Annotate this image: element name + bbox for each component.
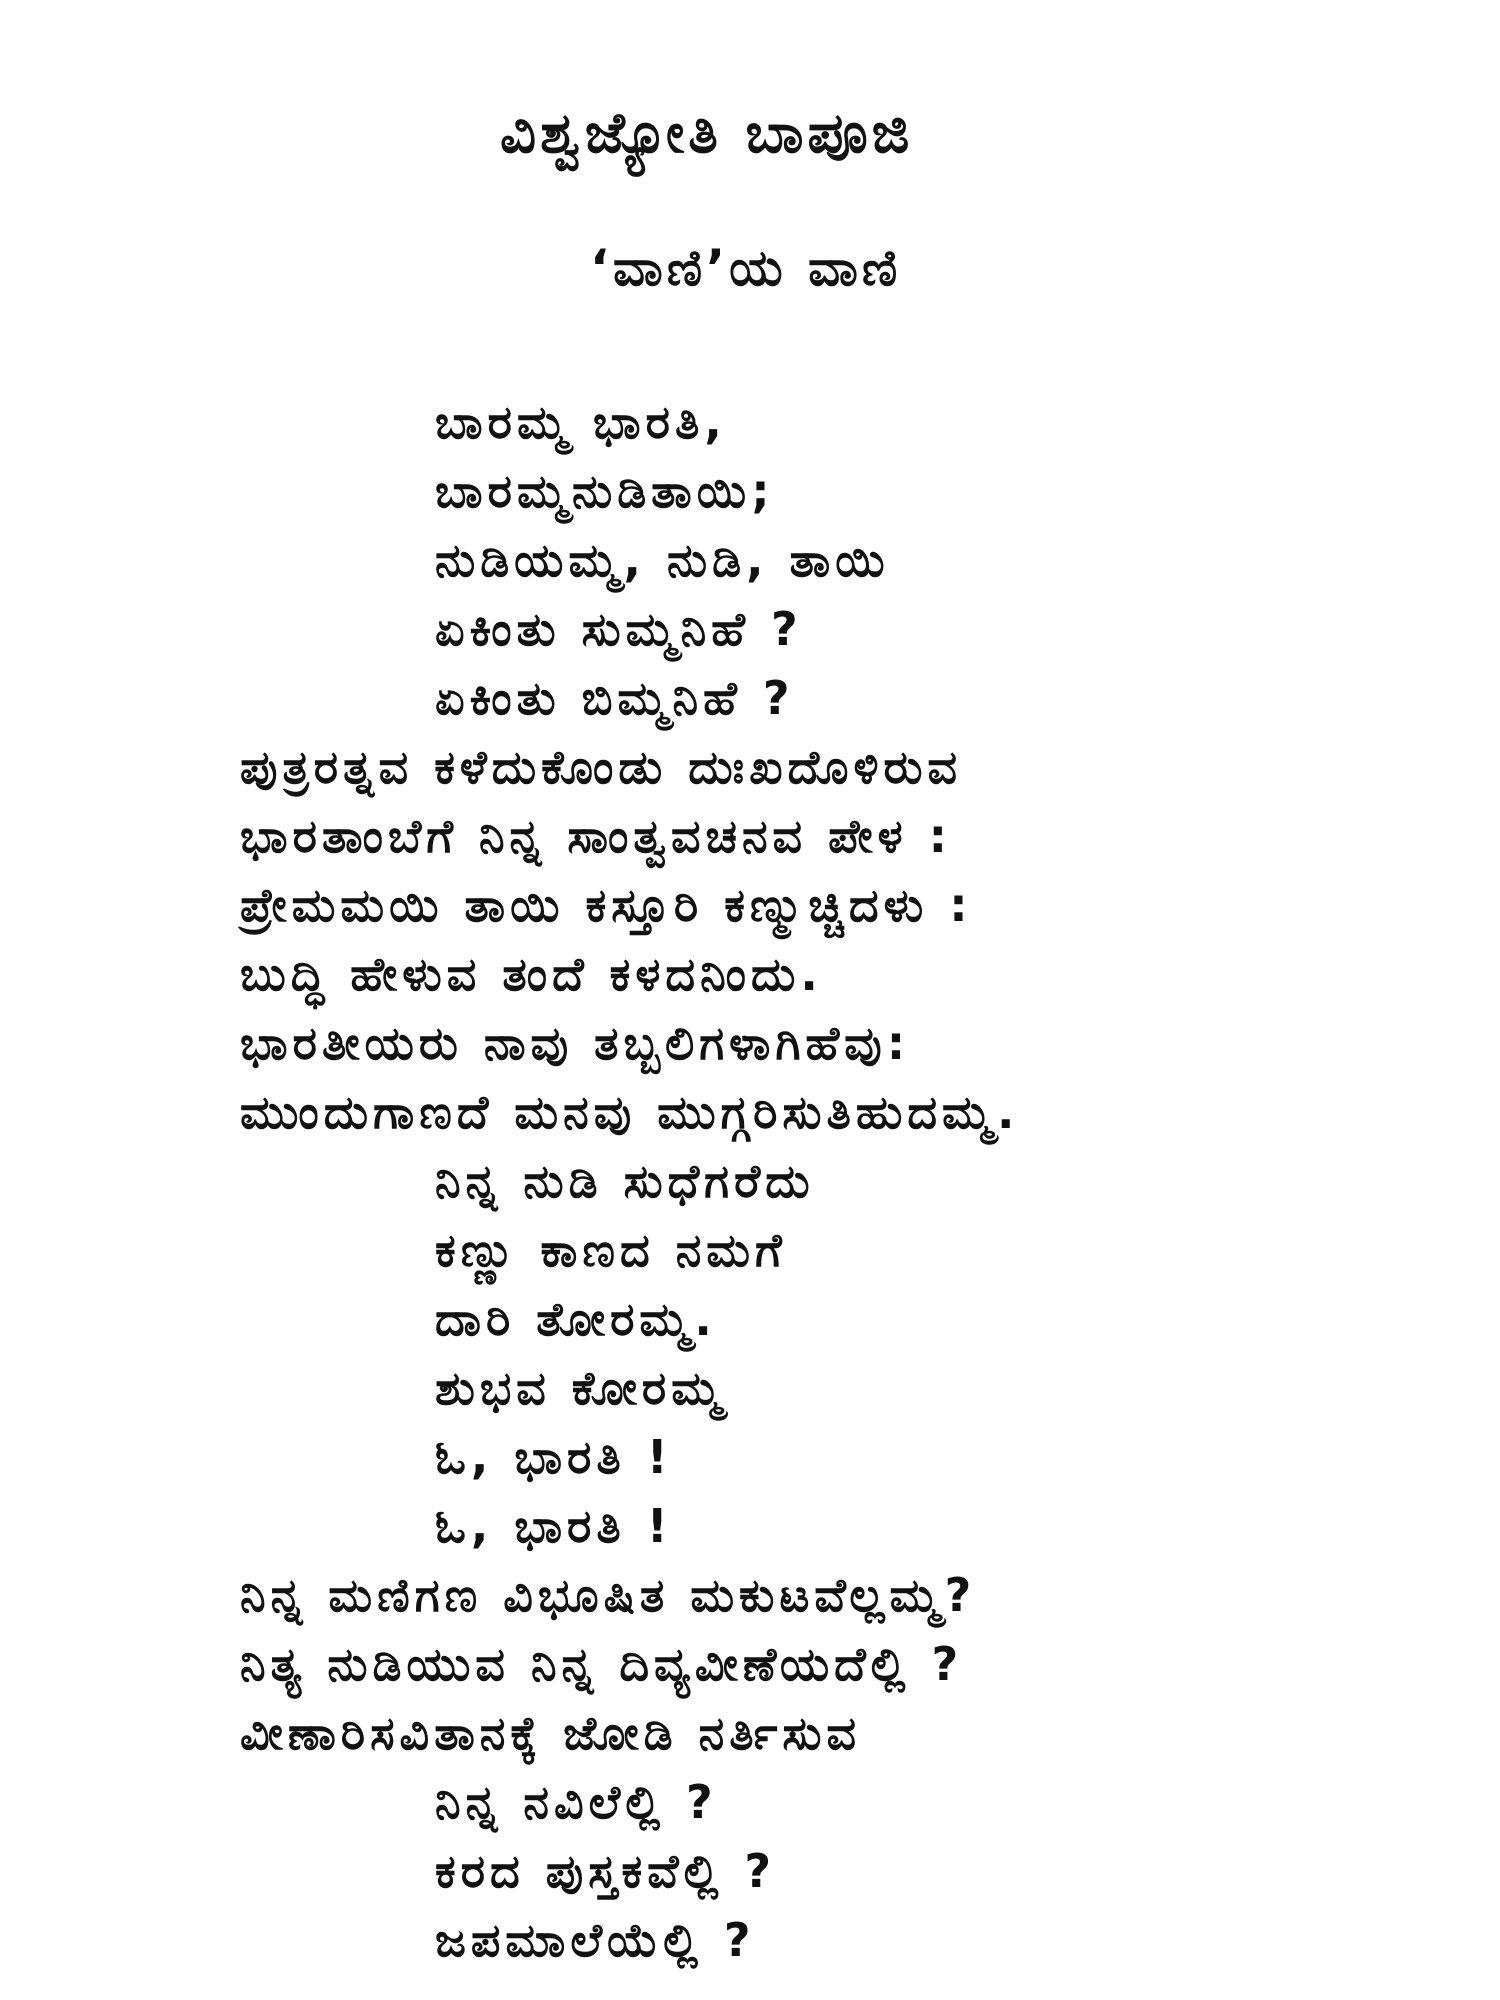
poem-line: ಕರದ ಪುಸ್ತಕವೆಲ್ಲಿ ? (435, 1844, 777, 1898)
poem-line: ಮುಂದುಗಾಣದೆ ಮನವು ಮುಗ್ಗರಿಸುತಿಹುದಮ್ಮ. (240, 1085, 1020, 1139)
poem-line: ಭಾರತಾಂಬೆಗೆ ನಿನ್ನ ಸಾಂತ್ವವಚನವ ಪೇಳ : (240, 809, 953, 863)
poem-line: ಪ್ರೇಮಮಯಿ ತಾಯಿ ಕಸ್ತೂರಿ ಕಣ್ಮುಚ್ಚಿದಳು : (240, 878, 973, 932)
poem-title: ವಿಶ್ವಜ್ಯೋತಿ ಬಾಪೂಜಿ (500, 101, 914, 166)
poem-line: ನುಡಿಯಮ್ಮ, ನುಡಿ, ತಾಯಿ (435, 533, 890, 587)
poem-line: ಭಾರತೀಯರು ನಾವು ತಬ್ಬಲಿಗಳಾಗಿಹೆವು: (240, 1016, 911, 1070)
poem-line: ಪುತ್ರರತ್ನವ ಕಳೆದುಕೊಂಡು ದುಃಖದೊಳಿರುವ (240, 740, 963, 794)
poem-line: ನಿನ್ನ ಮಣಿಗಣ ವಿಭೂಷಿತ ಮಕುಟವೆಲ್ಲಮ್ಮ? (240, 1568, 977, 1622)
poem-line: ಏಕಿಂತು ಬಿಮ್ಮನಿಹೆ ? (435, 671, 795, 725)
poem-line: ದಾರಿ ತೋರಮ್ಮ. (435, 1292, 717, 1346)
poem-body (240, 388, 1420, 1975)
poem-line: ಬಾರಮ್ಮನುಡಿತಾಯಿ; (435, 464, 775, 518)
poem-line: ಬಾರಮ್ಮ ಭಾರತಿ, (435, 395, 727, 449)
poem-line: ಜಪಮಾಲೆಯೆಲ್ಲಿ ? (435, 1913, 756, 1967)
poem-line: ಏಕಿಂತು ಸುಮ್ಮನಿಹೆ ? (435, 602, 803, 656)
poem-line: ಶುಭವ ಕೋರಮ್ಮ (435, 1361, 727, 1415)
poem-line: ಓ, ಭಾರತಿ ! (435, 1430, 673, 1484)
poem-line: ನಿನ್ನ ನವಿಲೆಲ್ಲಿ ? (435, 1775, 718, 1829)
poem-line: ಬುದ್ಧಿ ಹೇಳುವ ತಂದೆ ಕಳದನಿಂದು. (240, 947, 823, 1001)
poem-line: ಕಣ್ಣು ಕಾಣದ ನಮಗೆ (435, 1223, 787, 1277)
poem-line: ವೀಣಾರಿಸವಿತಾನಕ್ಕೆ ಜೋಡಿ ನರ್ತಿಸುವ (240, 1706, 862, 1760)
poem-subtitle: ‘ವಾಣಿ’ಯ ವಾಣಿ (590, 239, 902, 297)
poem-line: ಓ, ಭಾರತಿ ! (435, 1499, 673, 1553)
poem-line: ನಿತ್ಯ ನುಡಿಯುವ ನಿನ್ನ ದಿವ್ಯವೀಣೆಯದೆಲ್ಲಿ ? (240, 1637, 964, 1691)
poem-line: ನಿನ್ನ ನುಡಿ ಸುಧೆಗರೆದು (435, 1154, 815, 1208)
